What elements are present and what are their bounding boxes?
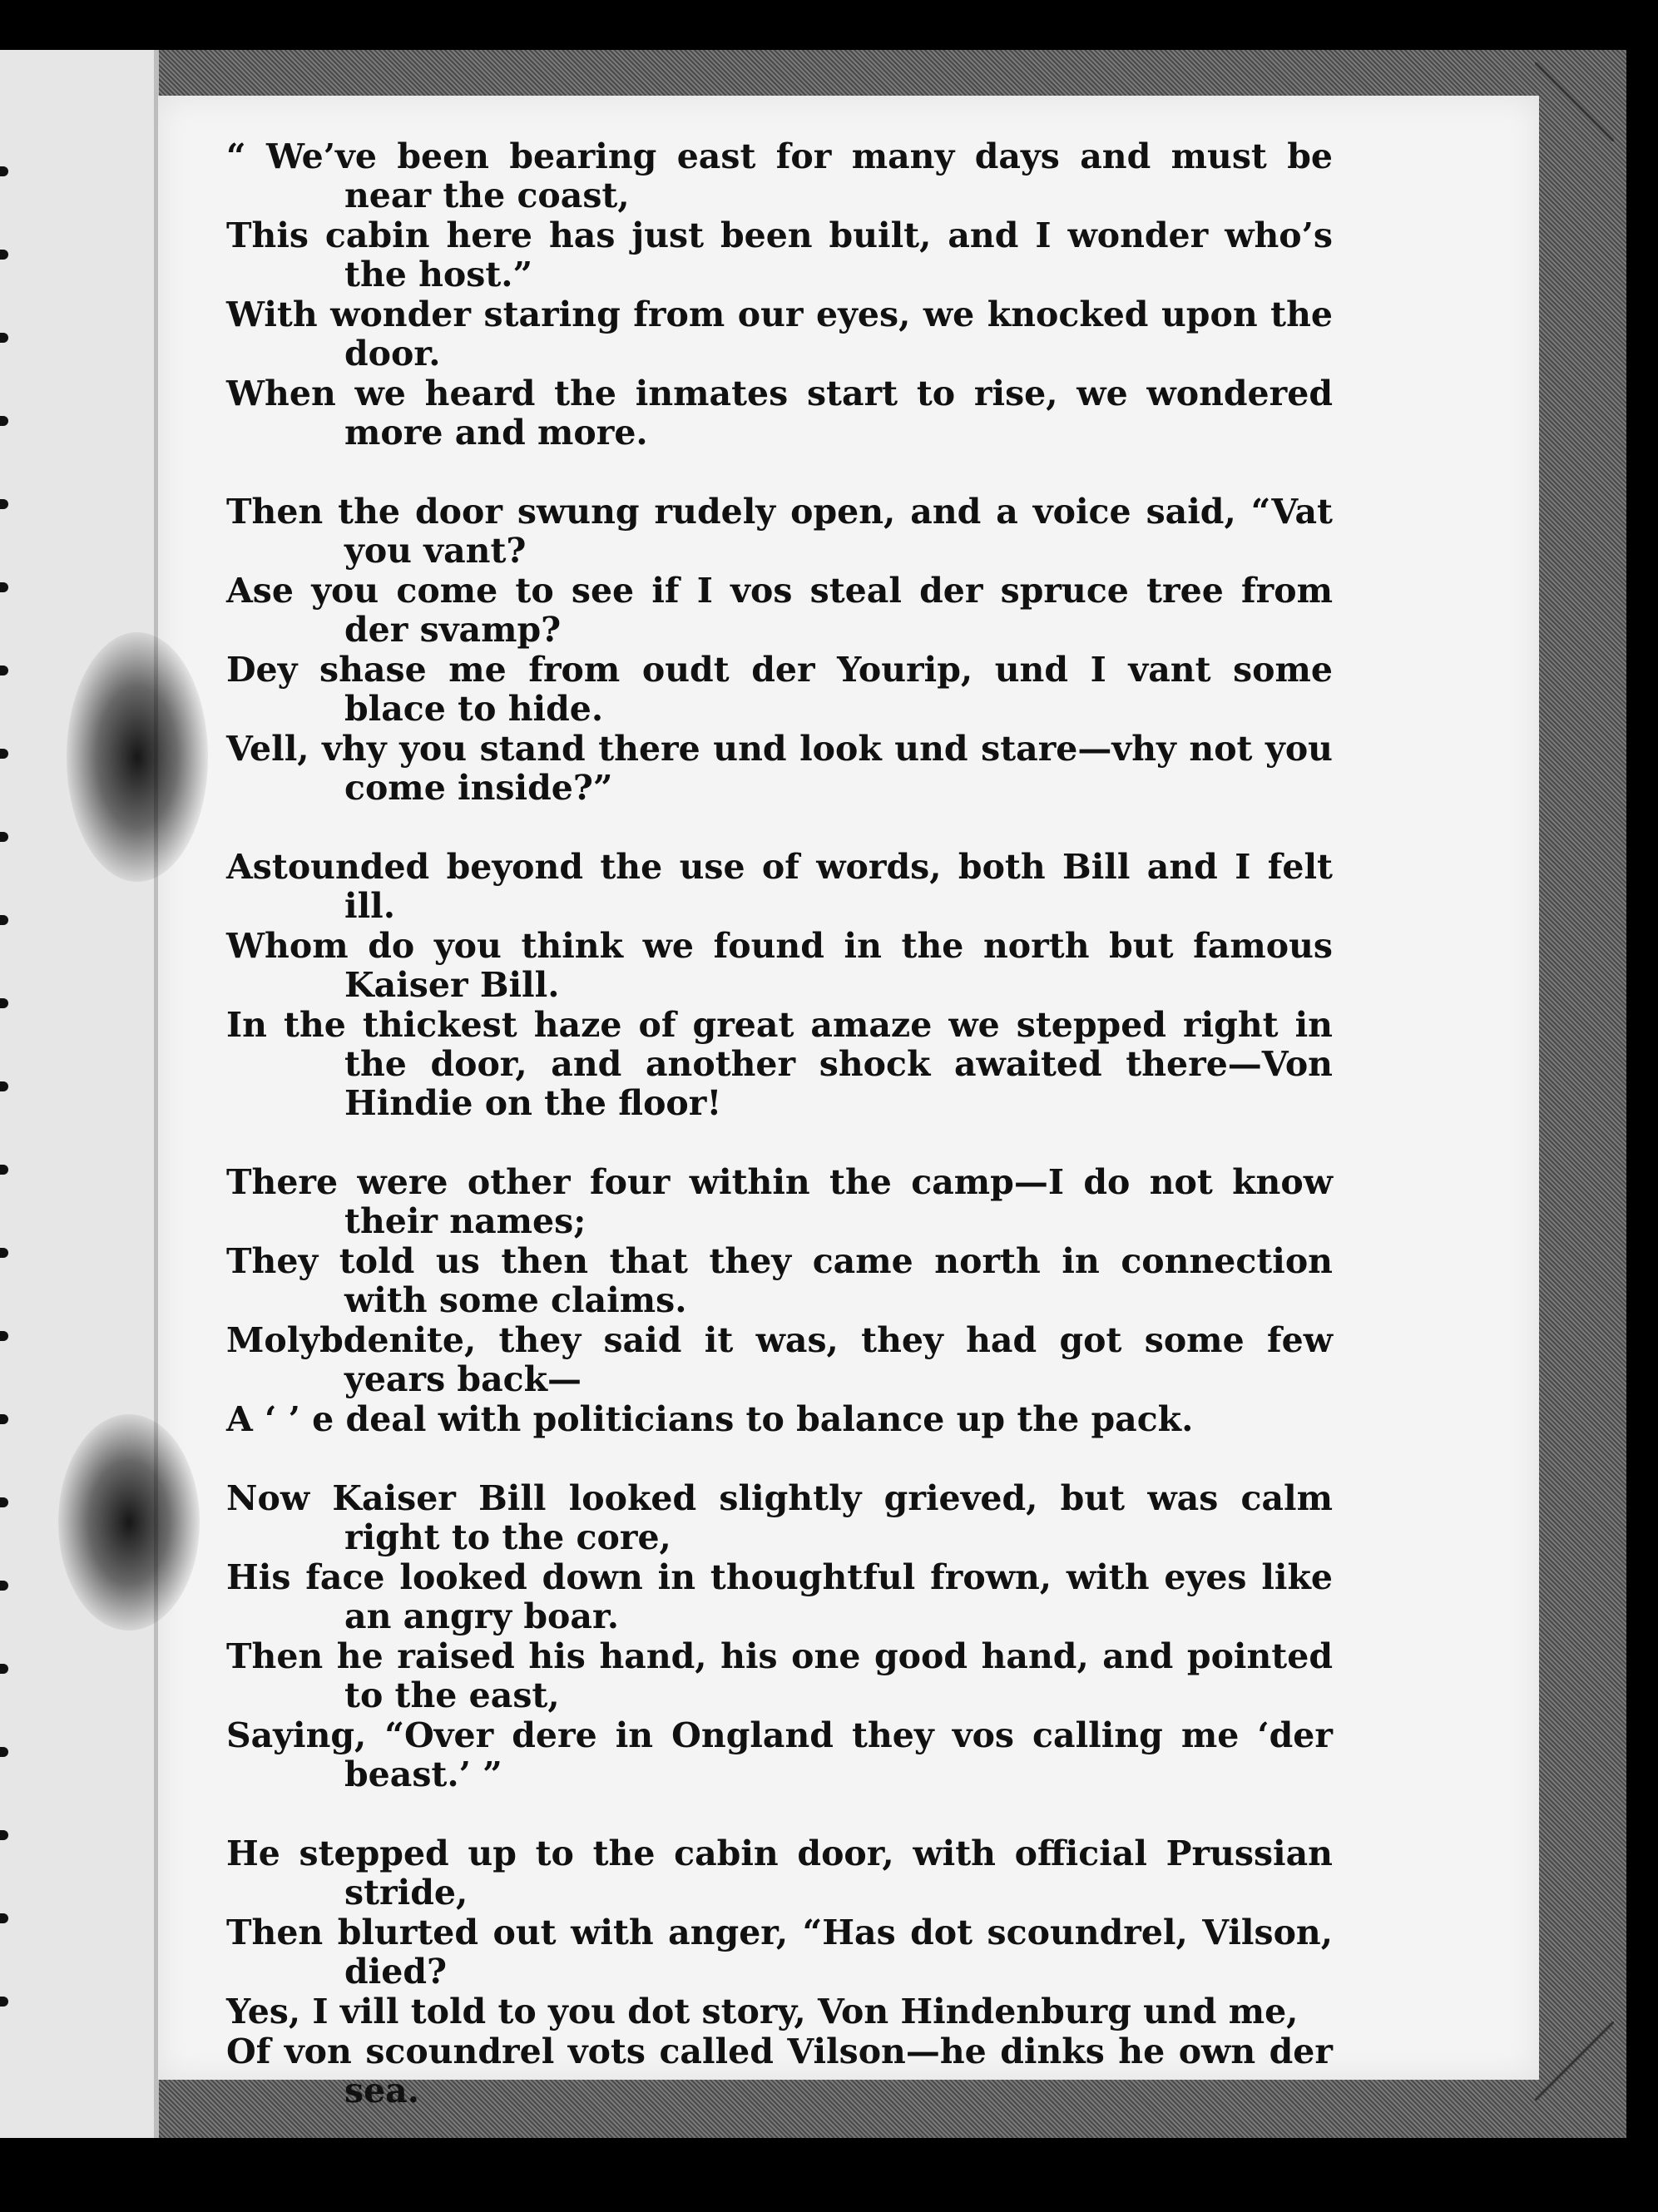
cover-corner-bottom	[1535, 2021, 1614, 2101]
page-edge-mark	[0, 1248, 8, 1258]
page-edge-mark	[0, 1165, 8, 1175]
page-edge-mark	[0, 1497, 8, 1507]
poem-line: They told us then that they came north in connection with some claims.	[226, 1241, 1333, 1320]
page-edge-mark	[0, 166, 8, 176]
page-edge-mark	[0, 666, 8, 675]
poem-line: His face looked down in thoughtful frown, with eyes like an angry boar.	[226, 1557, 1333, 1636]
stanza	[226, 492, 1333, 808]
poem-line: Ase you come to see if I vos steal der spruce tree from der svamp?	[226, 571, 1333, 650]
stanza	[226, 1479, 1333, 1794]
poem-line: Then the door swung rudely open, and a voice said, “Vat you vant?	[226, 492, 1333, 571]
facing-page-edge	[0, 50, 159, 2138]
poem-line: Vell, vhy you stand there und look und stare—vhy not you come inside?”	[226, 729, 1333, 808]
poem-text	[226, 137, 1333, 2150]
page-edge-mark	[0, 1331, 8, 1341]
poem-line: Whom do you think we found in the north but famous Kaiser Bill.	[226, 926, 1333, 1005]
page-edge-mark	[0, 416, 8, 426]
page-edge-mark	[0, 1913, 8, 1923]
stanza	[226, 848, 1333, 1123]
stanza	[226, 1834, 1333, 2111]
poem-line: Yes, I vill told to you dot story, Von Hindenburg und me,	[226, 1992, 1299, 2031]
page-edge-mark	[0, 1830, 8, 1840]
page-edge-mark	[0, 749, 8, 759]
page-edge-mark	[0, 1997, 8, 2007]
page-edge-mark	[0, 832, 8, 842]
stanza	[226, 1163, 1333, 1439]
page-edge-mark	[0, 1414, 8, 1424]
poem-line: Then blurted out with anger, “Has dot scoundrel, Vilson, died?	[226, 1913, 1333, 1992]
page-edge-mark	[0, 499, 8, 509]
page-edge-mark	[0, 582, 8, 592]
poem-line: With wonder staring from our eyes, we knocked upon the door.	[226, 294, 1333, 374]
stanza	[226, 137, 1333, 453]
poem-line: He stepped up to the cabin door, with official Prussian stride,	[226, 1833, 1333, 1913]
poem-line: A ‘ ’ e deal with politicians to balance up the pack.	[226, 1399, 1194, 1439]
poem-line: Now Kaiser Bill looked slightly grieved, but was calm right to the core,	[226, 1478, 1333, 1557]
cover-corner-top	[1535, 62, 1614, 141]
page-edge-mark	[0, 1081, 8, 1091]
poem-line: Of von scoundrel vots called Vilson—he dinks he own der sea.	[226, 2031, 1333, 2111]
page-edge-mark	[0, 1581, 8, 1591]
poem-line: “ We’ve been bearing east for many days and must be near the coast,	[226, 136, 1333, 215]
page-edge-mark	[0, 1664, 8, 1674]
page-edge-mark	[0, 333, 8, 343]
poem-line: When we heard the inmates start to rise, we wondered more and more.	[226, 374, 1333, 453]
poem-line: In the thickest haze of great amaze we stepped right in the door, and another shock awaited there—Von Hindie on the floor!	[226, 1005, 1333, 1123]
poem-line: Then he raised his hand, his one good hand, and pointed to the east,	[226, 1636, 1333, 1715]
poem-line: Molybdenite, they said it was, they had got some few years back—	[226, 1320, 1333, 1399]
page-edge-mark	[0, 915, 8, 925]
page-edge-mark	[0, 1747, 8, 1757]
page-edge-mark	[0, 250, 8, 260]
poem-line: Saying, “Over dere in Ongland they vos calling me ‘der beast.’ ”	[226, 1715, 1333, 1794]
poem-line: This cabin here has just been built, and I wonder who’s the host.”	[226, 215, 1333, 294]
poem-line: Dey shase me from oudt der Yourip, und I vant some blace to hide.	[226, 650, 1333, 729]
ink-smudge	[58, 1414, 200, 1631]
poem-line: Astounded beyond the use of words, both Bill and I felt ill.	[226, 847, 1333, 926]
page-edge-mark	[0, 998, 8, 1008]
ink-smudge	[67, 632, 208, 882]
poem-line: There were other four within the camp—I do not know their names;	[226, 1162, 1333, 1241]
